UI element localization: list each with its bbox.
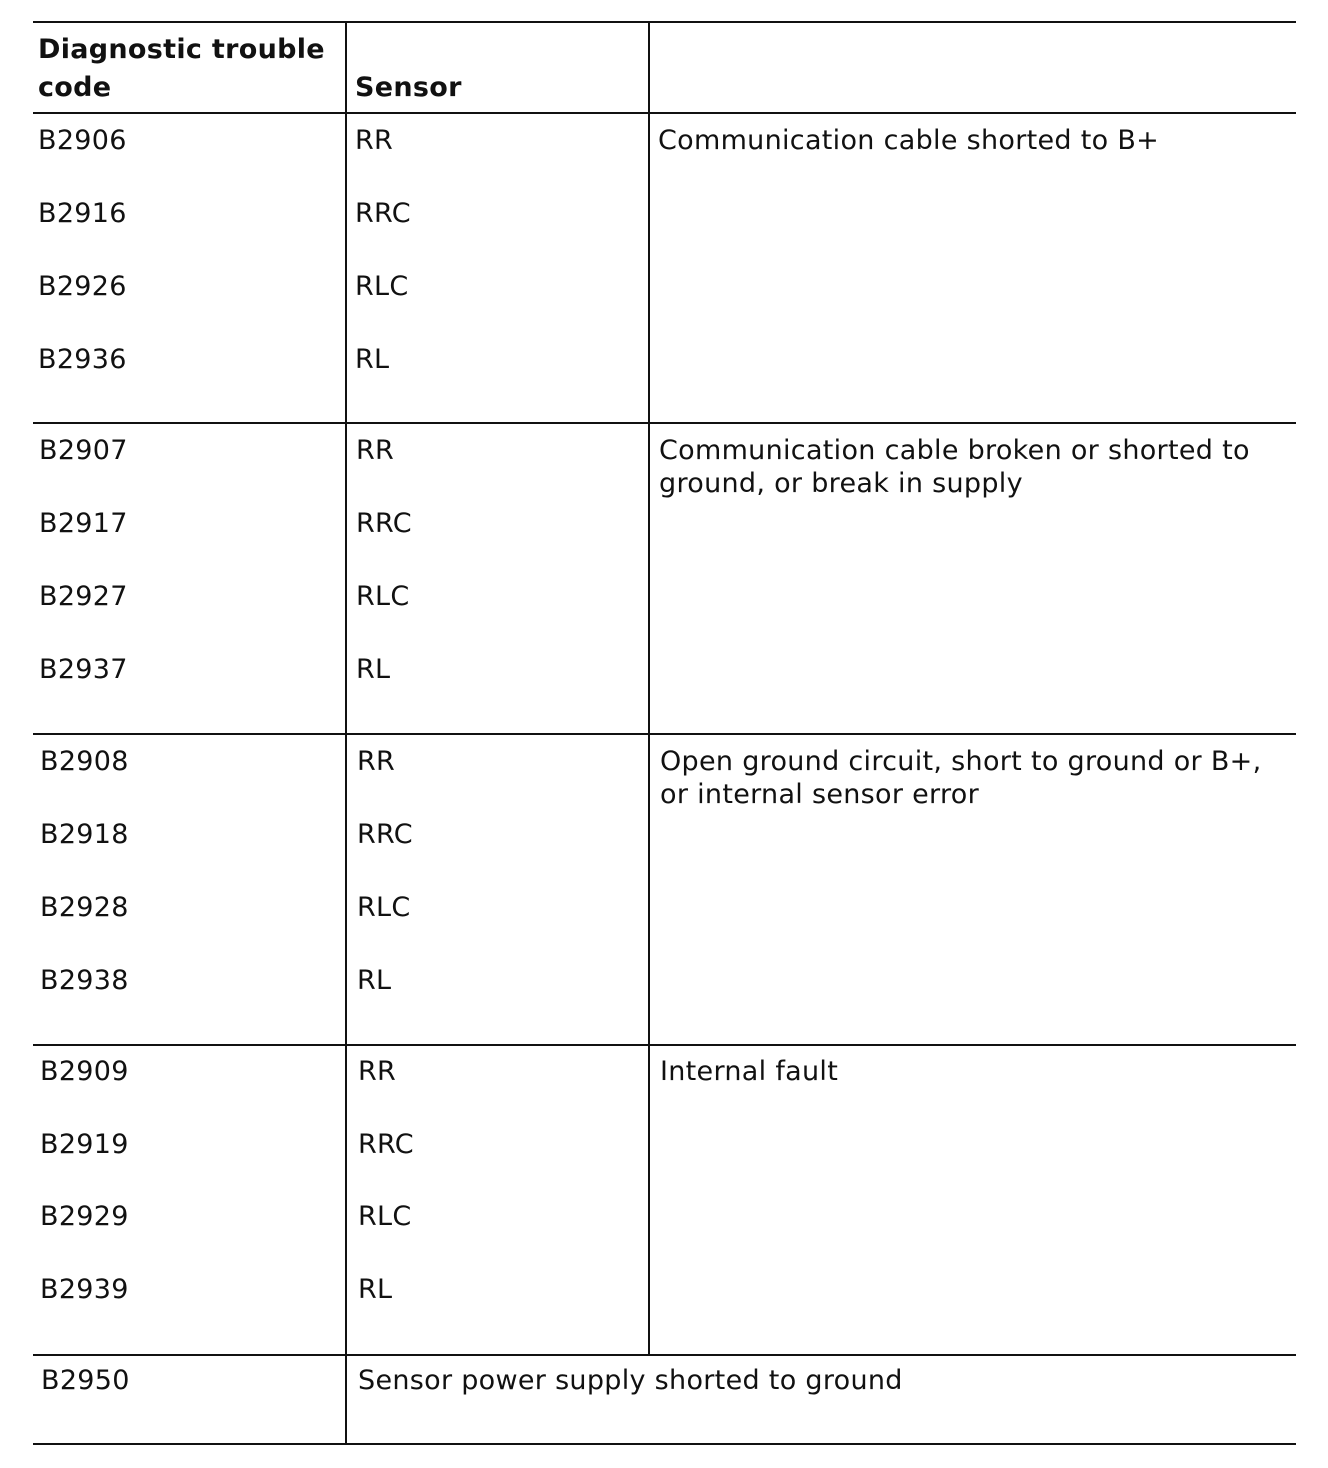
sensor-cell: RRC	[356, 508, 412, 539]
sensor-cell: RR	[357, 746, 396, 777]
code-cell: B2928	[40, 892, 129, 923]
sensor-cell: RR	[356, 435, 395, 466]
rule-group-4-bottom	[33, 1354, 1296, 1356]
header-sensor: Sensor	[355, 72, 462, 103]
code-cell: B2906	[38, 125, 127, 156]
code-cell: B2938	[40, 965, 129, 996]
sensor-cell: RLC	[355, 271, 409, 302]
sensor-cell: RL	[357, 965, 392, 996]
sensor-cell: RLC	[356, 581, 410, 612]
sensor-cell: RLC	[357, 892, 411, 923]
description-cell: Communication cable broken or shorted to ground, or break in supply	[659, 435, 1250, 499]
code-cell: B2936	[38, 344, 127, 375]
divider-code-sensor	[345, 21, 347, 1444]
code-cell: B2916	[38, 198, 127, 229]
rule-group-1-bottom	[33, 422, 1296, 424]
rule-header-bottom	[33, 112, 1296, 114]
description-cell: Open ground circuit, short to ground or B+, or internal sensor error	[660, 746, 1262, 810]
code-cell: B2950	[41, 1365, 130, 1396]
code-cell: B2918	[40, 819, 129, 850]
sensor-cell: RL	[358, 1274, 393, 1305]
sensor-cell: RR	[355, 125, 394, 156]
sensor-cell: RR	[358, 1056, 397, 1087]
rule-group-2-bottom	[33, 733, 1296, 735]
rule-top	[33, 21, 1296, 23]
code-cell: B2927	[39, 581, 128, 612]
code-cell: B2907	[39, 435, 128, 466]
sensor-cell: RRC	[357, 819, 413, 850]
rule-group-3-bottom	[33, 1044, 1296, 1046]
code-cell: B2939	[40, 1274, 129, 1305]
sensor-cell: RL	[355, 344, 390, 375]
code-cell: B2937	[39, 654, 128, 685]
code-cell: B2919	[40, 1129, 129, 1160]
rule-bottom	[33, 1443, 1296, 1445]
code-cell: B2908	[40, 746, 129, 777]
description-cell: Communication cable shorted to B+	[658, 125, 1160, 156]
code-cell: B2917	[39, 508, 128, 539]
code-cell: B2926	[38, 271, 127, 302]
sensor-cell: RRC	[355, 198, 411, 229]
description-cell: Sensor power supply shorted to ground	[358, 1365, 903, 1396]
sensor-cell: RLC	[358, 1201, 412, 1232]
description-cell: Internal fault	[660, 1056, 839, 1087]
code-cell: B2929	[40, 1201, 129, 1232]
sensor-cell: RRC	[358, 1129, 414, 1160]
divider-sensor-description	[648, 21, 650, 1355]
sensor-cell: RL	[356, 654, 391, 685]
code-cell: B2909	[40, 1056, 129, 1087]
header-code: Diagnostic trouble code	[38, 34, 325, 103]
